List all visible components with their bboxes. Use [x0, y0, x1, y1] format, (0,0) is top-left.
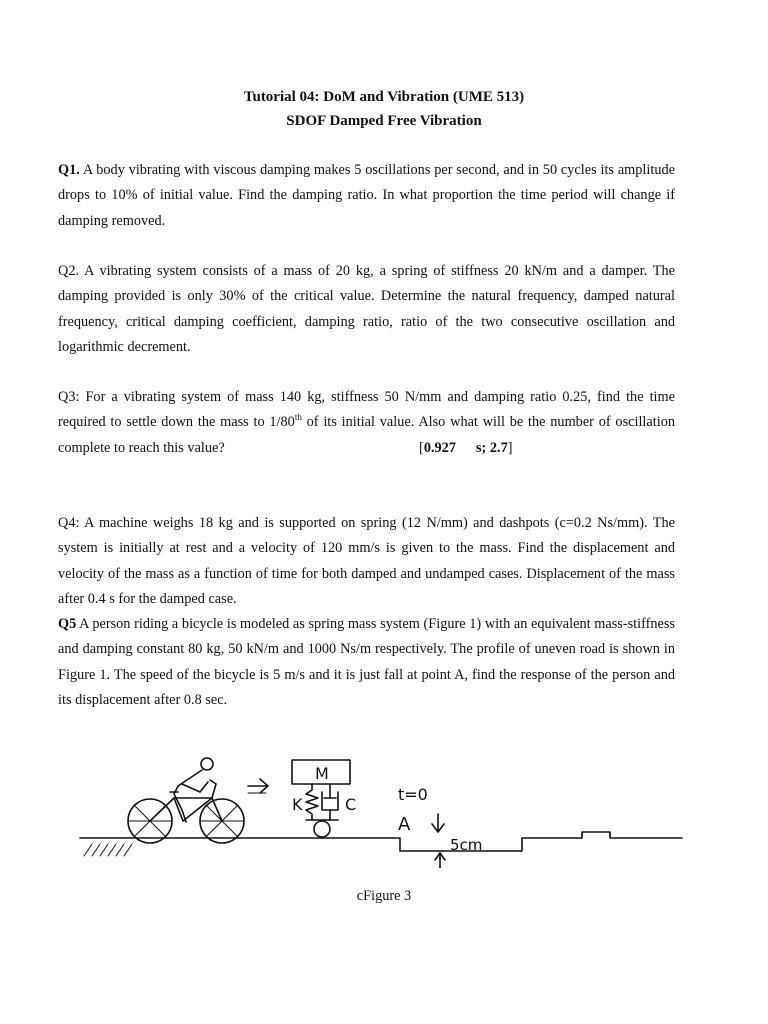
answer-open-bracket: [: [419, 439, 424, 456]
spring-label: K: [292, 795, 303, 814]
question-1: [58, 158, 675, 234]
question-3-text-a: For a vibrating system of mass 140 kg, stiffness 50 N/mm and damping ratio 0.25, find the time required to settle down the mass to 1/80: [58, 389, 675, 431]
question-2: [58, 259, 675, 360]
bicycle-road-figure: [70, 752, 690, 868]
question-5-label: Q5: [58, 616, 77, 632]
mass-label: M: [315, 764, 329, 783]
up-arrow-icon: [435, 853, 445, 868]
damper-label: C: [345, 795, 357, 814]
down-arrow-icon: [432, 814, 444, 832]
damper-element: [322, 784, 338, 820]
question-3-label: Q3:: [58, 389, 80, 405]
question-3-answer: [228, 436, 486, 461]
question-2-text: A vibrating system consists of a mass of 20 kg, a spring of stiffness 20 kN/m and a damper. The damping provided is only 30% of the critical value. Determine the natural frequency, damped natural frequency, critical damping coefficient, damping ratio, ratio of the two consecutive oscillation and logarithmic decrement.: [58, 263, 675, 355]
model-wheel: [314, 821, 330, 837]
answer-close-bracket: ]: [507, 439, 513, 456]
question-4-label: Q4:: [58, 515, 80, 531]
question-3-text-b: of its initial value. Also what will be the number of oscillation complete to reach this value?: [58, 414, 675, 456]
time-label: t=0: [398, 785, 428, 804]
document-subtitle: SDOF Damped Free Vibration: [286, 113, 482, 129]
answer-time: 0.927: [423, 439, 456, 456]
document-title: Tutorial 04: DoM and Vibration (UME 513): [243, 89, 525, 105]
question-2-label: Q2.: [58, 263, 80, 279]
right-arrow-icon: [248, 779, 268, 793]
rider-head: [201, 758, 213, 770]
answer-oscillations: 2.7: [489, 439, 508, 456]
question-4: [58, 511, 675, 612]
question-3: [58, 385, 675, 461]
road-profile: [80, 832, 682, 851]
question-1-text: A body vibrating with viscous damping makes 5 oscillations per second, and in 50 cycles its amplitude drops to 10% of initial value. Find the damping ratio. In what proportion the time period will change if damping removed.: [58, 162, 675, 229]
question-4-text: A machine weighs 18 kg and is supported on spring (12 N/mm) and dashpots (c=0.2 Ns/mm). The system is initially at rest and a velocity of 120 mm/s is given to the mass. Find the displacement and velocity of the mass as a function of time for both damped and undamped cases. Displacement of the mass after 0.4 s for the damped case.: [58, 515, 675, 607]
point-a-label: A: [398, 814, 411, 835]
figure-caption: cFigure 3: [356, 888, 412, 904]
question-3-superscript: th: [294, 412, 302, 423]
spring-element: [306, 784, 318, 820]
depth-label: 5cm: [450, 836, 483, 854]
question-5-text: A person riding a bicycle is modeled as spring mass system (Figure 1) with an equivalent mass-stiffness and damping constant 80 kg, 50 kN/m and 1000 Ns/m respectively. The profile of uneven road is shown in Figure 1. The speed of the bicycle is 5 m/s and it is just fall at point A, find the response of the person and its displacement after 0.8 sec.: [58, 616, 675, 708]
question-1-label: Q1.: [58, 162, 80, 178]
question-5: [58, 612, 675, 713]
ground-hatch: [84, 844, 132, 856]
answer-unit: s;: [475, 439, 487, 456]
